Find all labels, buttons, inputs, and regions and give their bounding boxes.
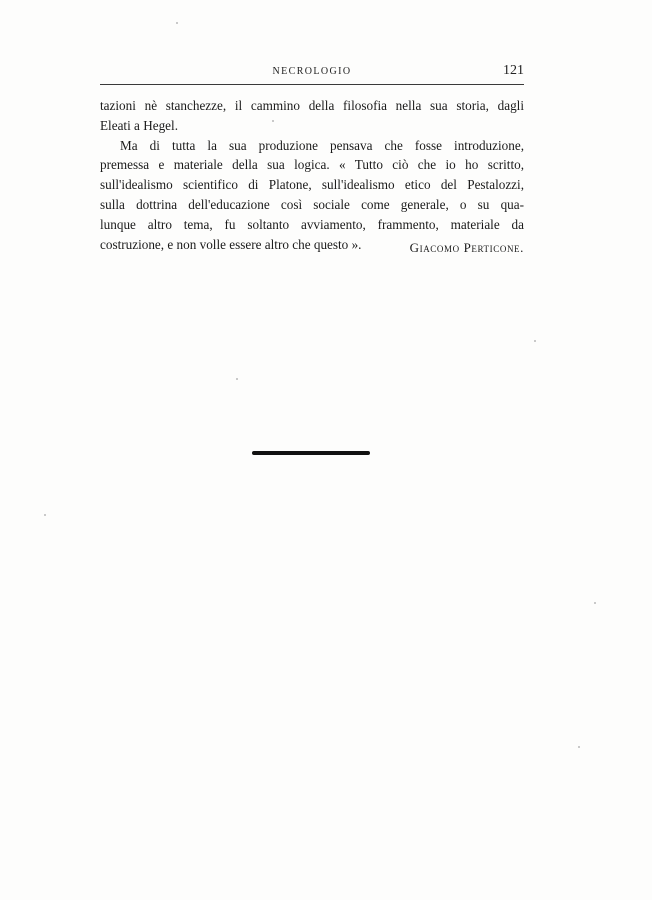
- running-header: [100, 60, 524, 84]
- text-line: costruzione, e non volle essere altro che questo ».: [100, 236, 362, 252]
- text-line: sulla dottrina dell'educazione così sociale come generale, o su qua-: [100, 196, 524, 212]
- text-line: tazioni nè stanchezze, il cammino della filosofia nella sua storia, dagli: [100, 98, 524, 113]
- text-line: Ma di tutta la sua produzione pensava che fosse introduzione,: [120, 137, 524, 153]
- paper-speck: [534, 340, 536, 342]
- text-line: lunque altro tema, fu soltanto avviamento, frammento, materiale da: [100, 216, 524, 232]
- author-signature: Giacomo Perticone.: [409, 240, 524, 255]
- text-line: sull'idealismo scientifico di Platone, sull'idealismo etico del Pestalozzi,: [100, 177, 524, 193]
- paper-speck: [272, 120, 274, 122]
- paper-speck: [594, 602, 596, 604]
- paper-speck: [236, 378, 238, 380]
- paper-speck: [176, 22, 178, 24]
- text-line: Eleati a Hegel.: [100, 117, 178, 133]
- paper-speck: [44, 514, 46, 516]
- obituary-text: [100, 96, 524, 254]
- running-title: NECROLOGIO: [272, 66, 352, 77]
- page-number: 121: [503, 63, 524, 78]
- header-rule: [100, 84, 524, 85]
- paper-speck: [578, 746, 580, 748]
- text-line: premessa e materiale della sua logica. « Tutto ciò che io ho scritto,: [100, 157, 524, 173]
- closing-rule: [252, 451, 370, 455]
